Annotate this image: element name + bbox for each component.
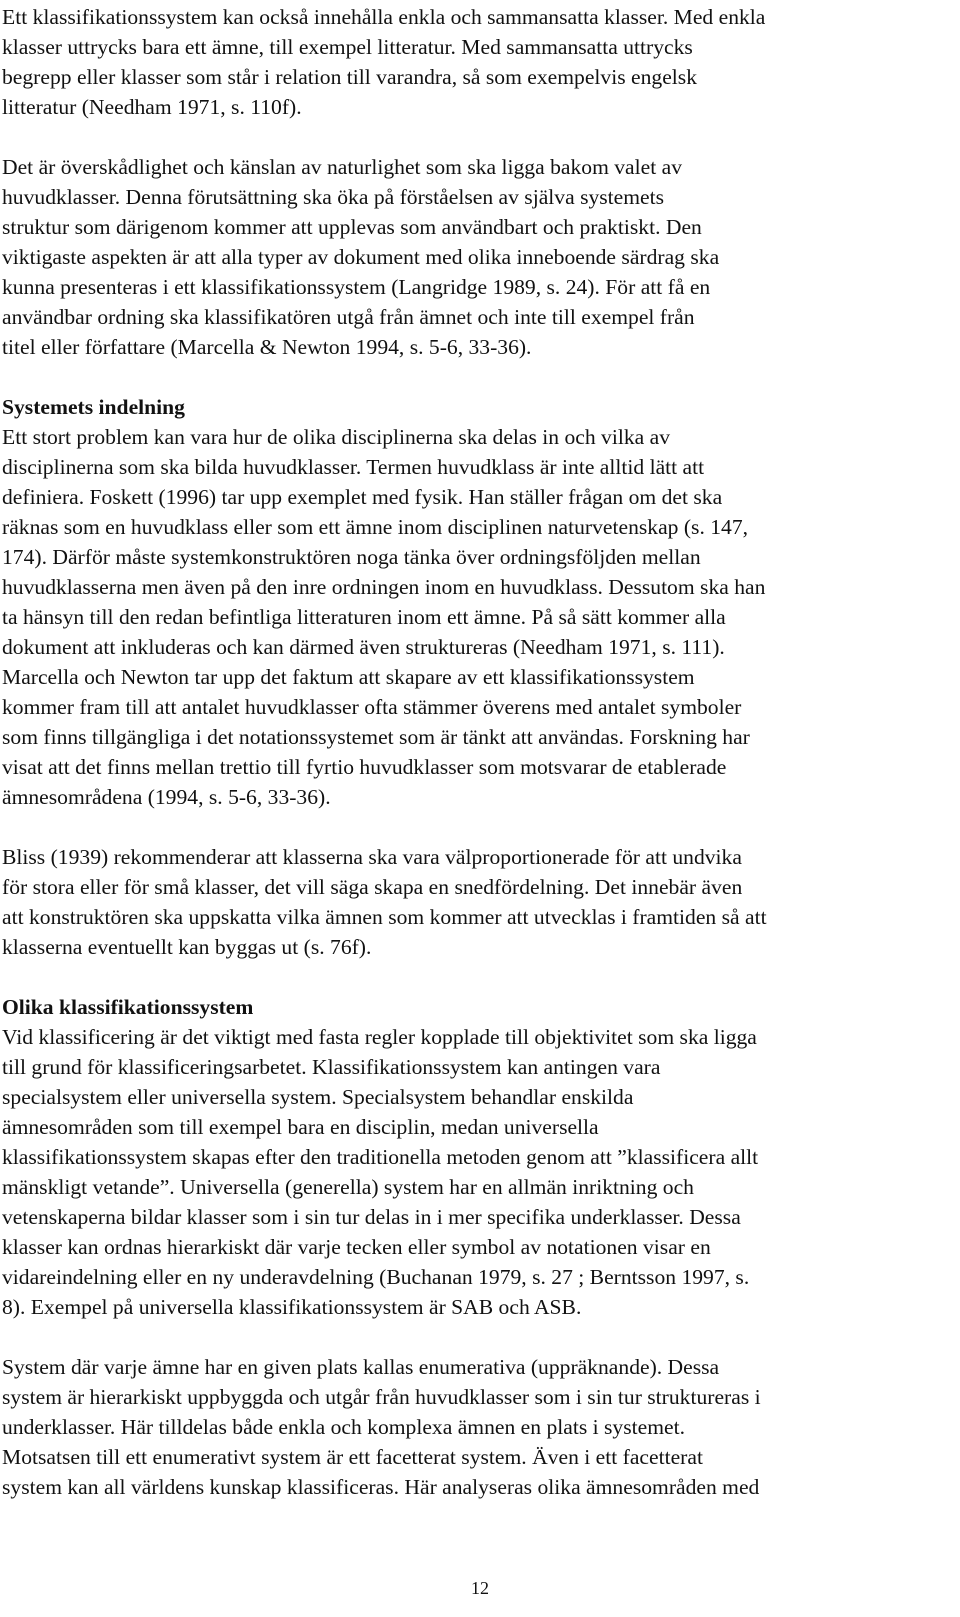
document-body — [2, 2, 958, 1502]
page-number: 12 — [471, 1578, 489, 1598]
paragraph-gap — [2, 962, 958, 992]
paragraph-2: Det är överskådlighet och känslan av naturlighet som ska ligga bakom valet av huvudklasser. Denna förutsättning ska öka på förståelsen av själva systemets struktur som därigenom kommer att upplevas som användbart och praktiskt. Den viktigaste aspekten är att alla typer av dokument med olika inneboende särdrag ska kunna presenteras i ett klassifikationssystem (Langridge 1989, s. 24). För att få en användbar ordning ska klassifikatören utgå från ämnet och inte till exempel från titel eller författare (Marcella & Newton 1994, s. 5-6, 33-36). — [2, 155, 720, 359]
section-heading-olika-klassifikationssystem: Olika klassifikationssystem — [2, 995, 254, 1019]
paragraph-1: Ett klassifikationssystem kan också innehålla enkla och sammansatta klasser. Med enkla klasser uttrycks bara ett ämne, till exempel litteratur. Med sammansatta uttrycks begrepp eller klasser som står i relation till varandra, så som exempelvis engelsk litteratur (Needham 1971, s. 110f). — [2, 5, 766, 119]
section-heading-systemets-indelning: Systemets indelning — [2, 395, 185, 419]
paragraph-5: Vid klassificering är det viktigt med fasta regler kopplade till objektivitet som ska ligga till grund för klassificeringsarbetet. Klassifikationssystem kan antingen vara specialsystem eller universella system. Specialsystem behandlar enskilda ämnesområden som till exempel bara en disciplin, medan universella klassifikationssystem skapas efter den traditionella metoden genom att ”klassificera allt mänskligt vetande”. Universella (generella) system har en allmän inriktning och vetenskaperna bildar klasser som i sin tur delas in i mer specifika underklasser. Dessa klasser kan ordnas hierarkiskt där varje tecken eller symbol av notationen visar en vidareindelning eller en ny underavdelning (Buchanan 1979, s. 27 ; Berntsson 1997, s. 8). Exempel på universella klassifikationssystem är SAB och ASB. — [2, 1025, 759, 1319]
paragraph-gap — [2, 812, 958, 842]
paragraph-4: Bliss (1939) rekommenderar att klasserna ska vara välproportionerade för att undvika för stora eller för små klasser, det vill säga skapa en snedfördelning. Det innebär även att konstruktören ska uppskatta vilka ämnen som kommer att utvecklas i framtiden så att klasserna eventuellt kan byggas ut (s. 76f). — [2, 845, 767, 959]
paragraph-3: Ett stort problem kan vara hur de olika disciplinerna ska delas in och vilka av disciplinerna som ska bilda huvudklasser. Termen huvudklass är inte alltid lätt att definiera. Foskett (1996) tar upp exemplet med fysik. Han ställer frågan om det ska räknas som en huvudklass eller som ett ämne inom disciplinen naturvetenskap (s. 147, 174). Därför måste systemkonstruktören noga tänka över ordningsföljden mellan huvudklasserna men även på den inre ordningen inom en huvudklass. Dessutom ska han ta hänsyn till den redan befintliga litteraturen inom ett ämne. På så sätt kommer alla dokument att inkluderas och kan därmed även struktureras (Needham 1971, s. 111). Marcella och Newton tar upp det faktum att skapare av ett klassifikationssystem kommer fram till att antalet huvudklasser ofta stämmer överens med antalet symboler som finns tillgängliga i det notationssystemet som är tänkt att användas. Forskning har visat att det finns mellan trettio till fyrtio huvudklasser som motsvarar de etablerade ämnesområdena (1994, s. 5-6, 33-36). — [2, 425, 766, 809]
paragraph-gap — [2, 122, 958, 152]
paragraph-gap — [2, 362, 958, 392]
paragraph-gap — [2, 1322, 958, 1352]
paragraph-6: System där varje ämne har en given plats kallas enumerativa (uppräknande). Dessa system är hierarkiskt uppbyggda och utgår från huvudklasser som i sin tur struktureras i underklasser. Här tilldelas både enkla och komplexa ämnen en plats i systemet. Motsatsen till ett enumerativt system är ett facetterat system. Även i ett facetterat system kan all världens kunskap klassificeras. Här analyseras olika ämnesområden med — [2, 1355, 761, 1499]
